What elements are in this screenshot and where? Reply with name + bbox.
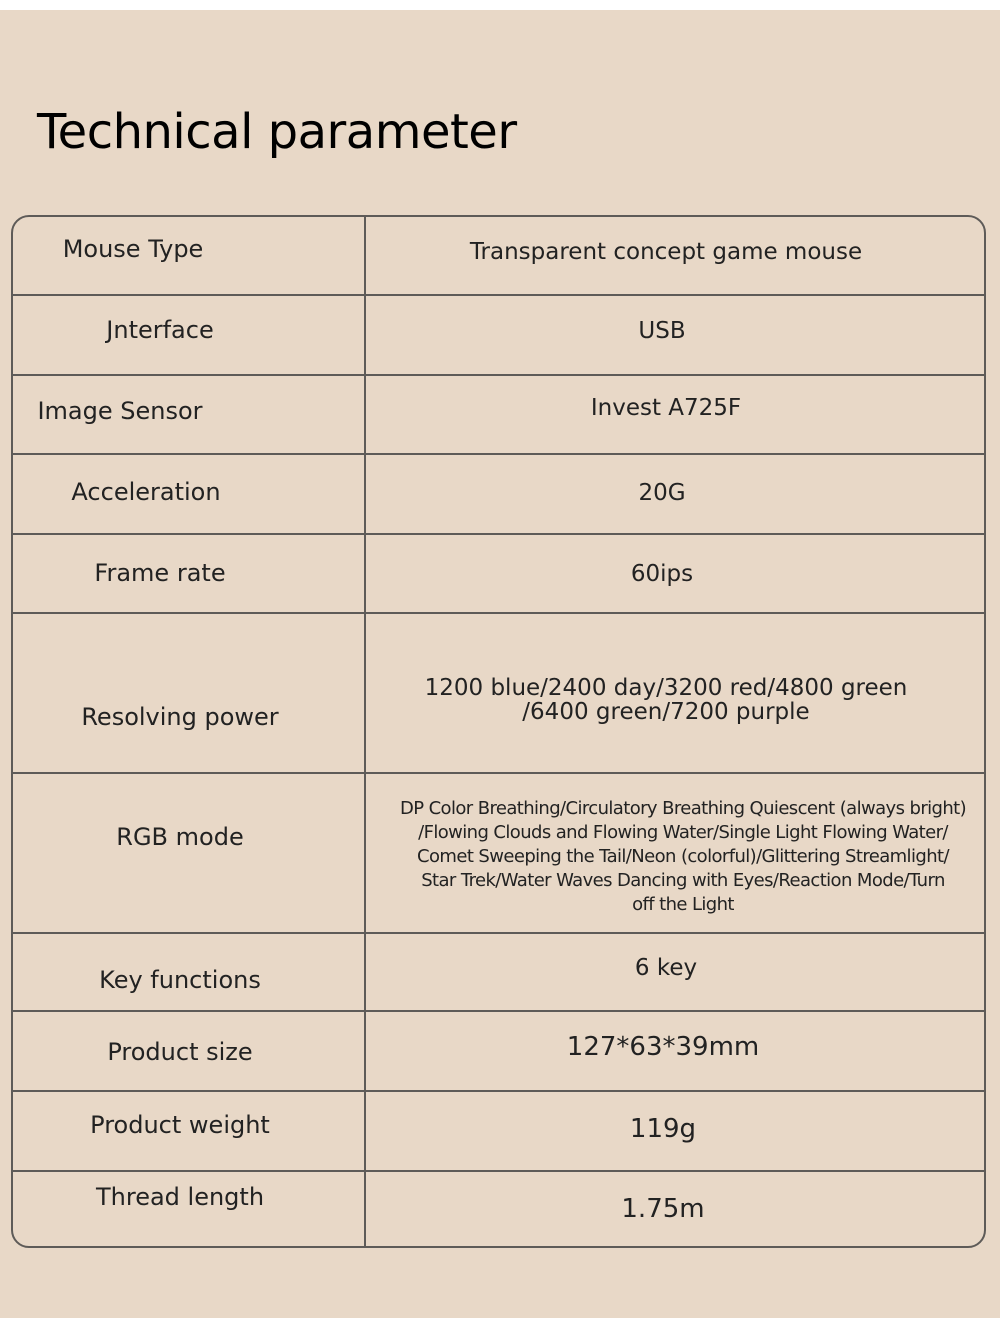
- row-divider: [12, 533, 986, 535]
- spec-label-acceleration: Acceleration: [71, 478, 221, 506]
- spec-label-frame-rate: Frame rate: [94, 559, 226, 587]
- value-line: /Flowing Clouds and Flowing Water/Single Light Flowing Water/: [418, 822, 948, 843]
- row-divider: [12, 453, 986, 455]
- value-line: 1200 blue/2400 day/3200 red/4800 green: [424, 675, 908, 701]
- spec-value-image-sensor: Invest A725F: [590, 395, 742, 421]
- spec-value-product-size: 127*63*39mm: [566, 1032, 760, 1062]
- spec-value-key-functions: 6 key: [634, 955, 698, 981]
- spec-value-rgb-mode: [400, 797, 966, 917]
- spec-label-key-functions: Key functions: [99, 966, 261, 994]
- value-line: off the Light: [632, 894, 734, 915]
- row-divider: [12, 772, 986, 774]
- value-line: Star Trek/Water Waves Dancing with Eyes/Reaction Mode/Turn: [421, 870, 945, 891]
- spec-label-mouse-type: Mouse Type: [62, 235, 204, 263]
- spec-value-interface: USB: [638, 318, 686, 344]
- spec-value-thread-length: 1.75m: [621, 1194, 705, 1224]
- spec-label-interface: Jnterface: [106, 316, 214, 344]
- spec-label-thread-length: Thread length: [95, 1183, 265, 1211]
- spec-value-acceleration: 20G: [638, 480, 686, 506]
- row-divider: [12, 932, 986, 934]
- row-divider: [12, 1170, 986, 1172]
- value-line: /6400 green/7200 purple: [522, 699, 810, 725]
- spec-label-product-weight: Product weight: [90, 1111, 270, 1139]
- spec-label-rgb-mode: RGB mode: [116, 823, 244, 851]
- spec-value-frame-rate: 60ips: [630, 561, 694, 587]
- spec-table: [11, 215, 986, 1248]
- column-divider: [364, 215, 366, 1248]
- spec-value-product-weight: 119g: [629, 1114, 697, 1144]
- row-divider: [12, 294, 986, 296]
- row-divider: [12, 1090, 986, 1092]
- spec-label-image-sensor: Image Sensor: [37, 397, 203, 425]
- value-line: Comet Sweeping the Tail/Neon (colorful)/Glittering Streamlight/: [417, 846, 949, 867]
- row-divider: [12, 612, 986, 614]
- page-title: Technical parameter: [37, 104, 517, 160]
- spec-label-resolving-power: Resolving power: [81, 703, 279, 731]
- spec-label-product-size: Product size: [107, 1038, 253, 1066]
- row-divider: [12, 1010, 986, 1012]
- row-divider: [12, 374, 986, 376]
- spec-value-resolving-power: [425, 676, 908, 724]
- value-line: DP Color Breathing/Circulatory Breathing Quiescent (always bright): [399, 798, 967, 819]
- spec-value-mouse-type: Transparent concept game mouse: [469, 239, 863, 265]
